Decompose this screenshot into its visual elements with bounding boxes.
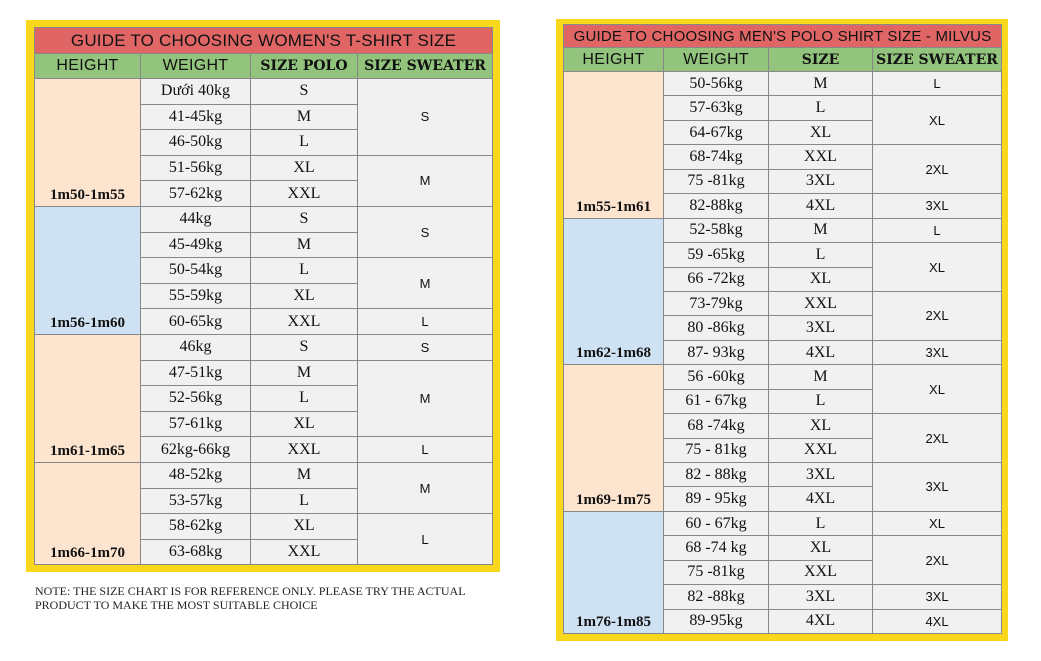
size-cell: XL — [769, 536, 873, 560]
sweater-size-cell: 2XL — [873, 145, 1002, 194]
women-header-size-sweater: SIZE SWEATER — [358, 54, 493, 79]
weight-cell: 80 -86kg — [664, 316, 769, 340]
sweater-size-cell: L — [358, 514, 493, 565]
weight-cell: 75 -81kg — [664, 169, 769, 193]
size-cell: 3XL — [769, 585, 873, 609]
weight-cell: 45-49kg — [141, 232, 251, 258]
sweater-size-cell: L — [358, 309, 493, 335]
sweater-size-cell: M — [358, 360, 493, 437]
weight-cell: 44kg — [141, 206, 251, 232]
size-cell: L — [769, 389, 873, 413]
sweater-size-cell: 3XL — [873, 340, 1002, 364]
size-row — [35, 334, 493, 360]
size-row — [564, 218, 1002, 242]
sweater-size-cell: 3XL — [873, 463, 1002, 512]
size-cell: M — [251, 462, 358, 488]
weight-cell: 66 -72kg — [664, 267, 769, 291]
sweater-size-cell: XL — [873, 365, 1002, 414]
sweater-size-cell: S — [358, 79, 493, 156]
size-cell: XL — [251, 155, 358, 181]
sweater-size-cell: S — [358, 334, 493, 360]
weight-cell: 57-63kg — [664, 96, 769, 120]
men-header-size-sweater: SIZE SWEATER — [873, 48, 1002, 72]
height-range-cell: 1m56-1m60 — [35, 206, 141, 334]
men-size-table — [563, 24, 1002, 634]
size-cell: XXL — [251, 181, 358, 207]
size-cell: XL — [769, 414, 873, 438]
weight-cell: 52-56kg — [141, 386, 251, 412]
size-cell: L — [769, 511, 873, 535]
weight-cell: 73-79kg — [664, 291, 769, 315]
sweater-size-cell: L — [873, 218, 1002, 242]
size-cell: XXL — [251, 309, 358, 335]
height-range-cell: 1m61-1m65 — [35, 334, 141, 462]
size-cell: M — [769, 72, 873, 96]
women-header-weight: WEIGHT — [141, 54, 251, 79]
size-cell: L — [251, 258, 358, 284]
men-header-row — [564, 48, 1002, 72]
weight-cell: 68 -74 kg — [664, 536, 769, 560]
size-cell: 3XL — [769, 169, 873, 193]
size-cell: XXL — [251, 539, 358, 565]
weight-cell: 89 - 95kg — [664, 487, 769, 511]
weight-cell: 55-59kg — [141, 283, 251, 309]
height-range-cell: 1m50-1m55 — [35, 79, 141, 207]
sweater-size-cell: 3XL — [873, 194, 1002, 218]
women-header-size-polo: SIZE POLO — [251, 54, 358, 79]
sweater-size-cell: 3XL — [873, 585, 1002, 609]
size-cell: M — [251, 104, 358, 130]
weight-cell: 48-52kg — [141, 462, 251, 488]
size-cell: XL — [251, 514, 358, 540]
weight-cell: 59 -65kg — [664, 243, 769, 267]
size-cell: 3XL — [769, 463, 873, 487]
sweater-size-cell: 2XL — [873, 291, 1002, 340]
weight-cell: 50-56kg — [664, 72, 769, 96]
sweater-size-cell: S — [358, 206, 493, 257]
sweater-size-cell: M — [358, 462, 493, 513]
size-cell: XXL — [251, 437, 358, 463]
size-cell: 4XL — [769, 487, 873, 511]
sweater-size-cell: 2XL — [873, 536, 1002, 585]
sweater-size-cell: 2XL — [873, 414, 1002, 463]
size-cell: S — [251, 79, 358, 105]
size-row — [564, 72, 1002, 96]
weight-cell: 64-67kg — [664, 120, 769, 144]
weight-cell: 58-62kg — [141, 514, 251, 540]
size-cell: M — [251, 360, 358, 386]
size-cell: 3XL — [769, 316, 873, 340]
weight-cell: 62kg-66kg — [141, 437, 251, 463]
weight-cell: 82-88kg — [664, 194, 769, 218]
height-range-cell: 1m66-1m70 — [35, 462, 141, 564]
weight-cell: 51-56kg — [141, 155, 251, 181]
size-cell: XL — [769, 267, 873, 291]
sweater-size-cell: XL — [873, 96, 1002, 145]
size-row — [564, 365, 1002, 389]
size-cell: L — [769, 243, 873, 267]
size-row — [35, 206, 493, 232]
women-header-height: HEIGHT — [35, 54, 141, 79]
size-cell: M — [769, 218, 873, 242]
size-cell: M — [769, 365, 873, 389]
size-cell: XXL — [769, 145, 873, 169]
weight-cell: 57-62kg — [141, 181, 251, 207]
size-cell: L — [251, 130, 358, 156]
weight-cell: 68-74kg — [664, 145, 769, 169]
weight-cell: 57-61kg — [141, 411, 251, 437]
size-cell: 4XL — [769, 194, 873, 218]
sweater-size-cell: 4XL — [873, 609, 1002, 633]
sweater-size-cell: L — [358, 437, 493, 463]
weight-cell: 82 -88kg — [664, 585, 769, 609]
weight-cell: 52-58kg — [664, 218, 769, 242]
size-cell: S — [251, 206, 358, 232]
sweater-size-cell: M — [358, 155, 493, 206]
size-cell: XL — [251, 411, 358, 437]
weight-cell: Dưới 40kg — [141, 79, 251, 105]
size-cell: XL — [769, 120, 873, 144]
weight-cell: 63-68kg — [141, 539, 251, 565]
size-cell: L — [251, 386, 358, 412]
size-row — [35, 462, 493, 488]
weight-cell: 82 - 88kg — [664, 463, 769, 487]
size-chart-note: NOTE: THE SIZE CHART IS FOR REFERENCE ONLY. PLEASE TRY THE ACTUAL PRODUCT TO MAKE THE MOST SUITABLE CHOICE — [35, 584, 466, 612]
size-cell: M — [251, 232, 358, 258]
weight-cell: 87- 93kg — [664, 340, 769, 364]
men-header-weight: WEIGHT — [664, 48, 769, 72]
weight-cell: 41-45kg — [141, 104, 251, 130]
size-cell: XXL — [769, 560, 873, 584]
weight-cell: 60 - 67kg — [664, 511, 769, 535]
weight-cell: 75 -81kg — [664, 560, 769, 584]
weight-cell: 68 -74kg — [664, 414, 769, 438]
size-cell: XL — [251, 283, 358, 309]
men-header-size: SIZE — [769, 48, 873, 72]
weight-cell: 53-57kg — [141, 488, 251, 514]
weight-cell: 46kg — [141, 334, 251, 360]
weight-cell: 89-95kg — [664, 609, 769, 633]
height-range-cell: 1m62-1m68 — [564, 218, 664, 365]
weight-cell: 61 - 67kg — [664, 389, 769, 413]
sweater-size-cell: L — [873, 72, 1002, 96]
height-range-cell: 1m76-1m85 — [564, 511, 664, 633]
women-table-title: GUIDE TO CHOOSING WOMEN'S T-SHIRT SIZE — [35, 28, 493, 54]
weight-cell: 50-54kg — [141, 258, 251, 284]
size-row — [35, 79, 493, 105]
height-range-cell: 1m69-1m75 — [564, 365, 664, 512]
weight-cell: 47-51kg — [141, 360, 251, 386]
men-table-title: GUIDE TO CHOOSING MEN'S POLO SHIRT SIZE - MILVUS — [564, 25, 1002, 48]
size-cell: XXL — [769, 438, 873, 462]
weight-cell: 46-50kg — [141, 130, 251, 156]
size-cell: L — [769, 96, 873, 120]
height-range-cell: 1m55-1m61 — [564, 72, 664, 219]
sweater-size-cell: M — [358, 258, 493, 309]
men-header-height: HEIGHT — [564, 48, 664, 72]
size-cell: S — [251, 334, 358, 360]
sweater-size-cell: XL — [873, 243, 1002, 292]
sweater-size-cell: XL — [873, 511, 1002, 535]
weight-cell: 60-65kg — [141, 309, 251, 335]
size-cell: L — [251, 488, 358, 514]
size-cell: 4XL — [769, 340, 873, 364]
women-header-row — [35, 54, 493, 79]
size-cell: XXL — [769, 291, 873, 315]
women-size-table — [34, 27, 493, 565]
size-cell: 4XL — [769, 609, 873, 633]
size-row — [564, 511, 1002, 535]
weight-cell: 75 - 81kg — [664, 438, 769, 462]
weight-cell: 56 -60kg — [664, 365, 769, 389]
